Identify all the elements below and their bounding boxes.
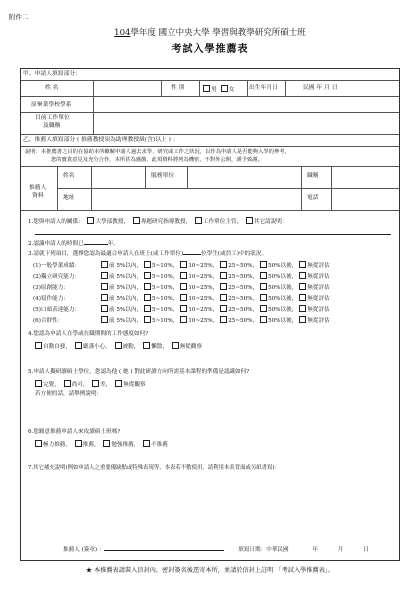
q3-item-label: (1)一般學業成績： <box>33 263 81 269</box>
female-label: 女 <box>228 87 235 93</box>
q3-option-checkbox[interactable] <box>144 272 151 279</box>
question-4: 4.您認為申請人在學或在職期間的工作態度如何? <box>28 331 149 337</box>
q3-item-label: (4)寫作能力： <box>33 296 69 302</box>
q3-option-label: 25~50% <box>228 285 253 291</box>
q3-option-checkbox[interactable] <box>299 305 306 312</box>
q3-option-label: 無從評估 <box>307 318 330 324</box>
date-month: 月 <box>337 547 344 553</box>
q6-option-label: 推薦 <box>82 442 94 448</box>
q3-option-label: 無從評估 <box>307 285 330 291</box>
q6-option-label: 不推薦 <box>151 442 168 448</box>
q3-option-checkbox[interactable] <box>260 305 267 312</box>
work-title-label: 及職稱 <box>43 123 61 129</box>
form-frame <box>20 68 400 561</box>
referee-label: 推薦人 <box>29 185 47 191</box>
q5-option-checkbox[interactable] <box>115 380 122 387</box>
q3-option-checkbox[interactable] <box>260 316 267 323</box>
question-1: 1.您與申請人的關係： 大學部教授， 專題研究指導教授， 工作單位主管， 其它請說明： <box>28 219 288 225</box>
referee-label-2: 資料 <box>32 193 44 199</box>
footnote: ★ 本推薦表請裝入信封內，密封簽名後逕寄本所，並請於信封上註明 「考試入學推薦表」。 <box>85 567 335 574</box>
q3-option-label: 5~10% <box>152 285 173 291</box>
q6-option-checkbox[interactable] <box>75 440 82 447</box>
q6-option-checkbox[interactable] <box>143 440 150 447</box>
male-label: 男 <box>211 87 217 93</box>
q3-rating-row: (1)一般學業成績： 前 5%以內， 5~10%， 10~25%， 25~50%， 50%以後， 無從評估 <box>33 263 330 269</box>
q3-option-label: 前 5%以內 <box>109 318 137 324</box>
q3-option-label: 前 5%以內 <box>109 296 137 302</box>
q3-option-label: 前 5%以內 <box>109 274 137 280</box>
q6-options: 極力推薦， 推薦， 勉強推薦， 不推薦 <box>33 440 168 449</box>
q3-option-checkbox[interactable] <box>299 272 306 279</box>
q3-option-checkbox[interactable] <box>180 272 187 279</box>
academic-year: 104 <box>114 28 131 38</box>
male-checkbox[interactable] <box>203 85 210 92</box>
q6-option-label: 勉強推薦 <box>111 442 134 448</box>
annex-label: 附件二 <box>9 13 29 21</box>
q3-option-label: 10~25% <box>188 296 213 302</box>
q3-option-label: 25~50% <box>228 274 253 280</box>
q3-option-label: 5~10% <box>152 274 173 280</box>
q3-option-checkbox[interactable] <box>144 294 151 301</box>
referee-phone-label: 電話 <box>307 195 319 201</box>
q3-option-checkbox[interactable] <box>299 316 306 323</box>
form-title: 考試入學推薦表 <box>171 44 249 55</box>
referee-org-label: 服務單位 <box>151 173 175 179</box>
q3-option-label: 10~25% <box>188 307 213 313</box>
part-b-header: 乙、推薦人填寫部分 ( 推薦教授須為助理教授級(含)以上 ) ： <box>23 137 179 143</box>
q3-rating-row: (2)獨立研究能力： 前 5%以內， 5~10%， 10~25%， 25~50%， 50%以後， 無從評估 <box>33 274 330 280</box>
question-3 <box>28 251 267 258</box>
q3-count-blank[interactable] <box>183 254 201 255</box>
name-label: 姓 名 <box>45 85 59 91</box>
q4-option-label: 懶散 <box>151 344 163 350</box>
q3-rating-row: (3)原創能力： 前 5%以內， 5~10%， 10~25%， 25~50%， 50%以後， 無從評估 <box>33 285 330 291</box>
q3-option-label: 10~25% <box>188 318 213 324</box>
q4-option-label: 自動自發 <box>43 344 66 350</box>
q3-option-label: 50%以後 <box>268 285 292 291</box>
gender-options <box>201 85 234 94</box>
referee-signature-label: 推薦人 (簽章) ： <box>63 547 105 553</box>
q3-option-checkbox[interactable] <box>260 272 267 279</box>
date-day: 日 <box>363 547 369 553</box>
question-2 <box>28 241 119 248</box>
q3-option-label: 25~50% <box>228 263 253 269</box>
form-title-line1 <box>0 26 420 38</box>
q3-option-checkbox[interactable] <box>299 294 306 301</box>
q4-option-label: 被動 <box>122 344 134 350</box>
q3-option-label: 前 5%以內 <box>109 285 137 291</box>
instruction-line2: 您的寶貴意見及充分合作，本所甚為感激，此項資料將列為機密，不對外公開，謹予致謝。 <box>51 157 263 163</box>
q3-option-checkbox[interactable] <box>220 305 227 312</box>
question-7: 7.其它補充說明(例如申請人之重要優缺點或特殊表現等，本表若不敷使用，請利用本表背面或另紙書寫)： <box>28 465 280 471</box>
q3-option-checkbox[interactable] <box>180 316 187 323</box>
q3-option-label: 無從評估 <box>307 296 330 302</box>
date-year: 年 <box>312 547 319 553</box>
q4-options: 自動自發， 嚴謹小心， 被動， 懶散， 無從觀察 <box>33 342 202 351</box>
q3-option-label: 無從評估 <box>307 307 330 313</box>
referee-title-label: 職稱 <box>307 173 319 179</box>
q3-rating-row: (6)合群性： 前 5%以內， 5~10%， 10~25%， 25~50%， 50%以後， 無從評估 <box>33 318 330 324</box>
q3-item-label: (5)口頭表達能力： <box>33 307 81 313</box>
q5-option-label: 差 <box>100 382 106 388</box>
q3-option-label: 前 5%以內 <box>109 263 137 269</box>
q5-option-label: 無從觀察 <box>123 382 146 388</box>
q5-option-checkbox[interactable] <box>35 380 42 387</box>
q5-example-label: 若方便的話，請舉例說明： <box>35 391 103 397</box>
q1-option-checkbox[interactable] <box>87 217 94 224</box>
q6-option-checkbox[interactable] <box>35 440 42 447</box>
gender-label: 性 別 <box>171 85 185 91</box>
q3-option-checkbox[interactable] <box>101 294 108 301</box>
q3-option-checkbox[interactable] <box>144 283 151 290</box>
q3-option-label: 10~25% <box>188 263 213 269</box>
q4-option-checkbox[interactable] <box>115 342 122 349</box>
q3-option-label: 25~50% <box>228 307 253 313</box>
signature-line[interactable] <box>104 550 224 551</box>
q2-suffix: 年。 <box>107 241 119 247</box>
q3-option-label: 無從評估 <box>307 263 330 269</box>
q3-option-label: 25~50% <box>228 296 253 302</box>
q3-item-label: (2)獨立研究能力： <box>33 274 81 280</box>
q3-option-checkbox[interactable] <box>101 272 108 279</box>
q1-option-checkbox[interactable] <box>195 217 202 224</box>
q3-option-label: 無從評估 <box>307 274 330 280</box>
q3-option-label: 50%以後 <box>268 307 292 313</box>
q3-option-label: 50%以後 <box>268 263 292 269</box>
q3-option-checkbox[interactable] <box>101 261 108 268</box>
q3-option-checkbox[interactable] <box>260 283 267 290</box>
title-line1-text: 學年度 國立中央大學 學習與教學研究所碩士班 <box>130 28 306 38</box>
q1-text: 1.您與申請人的關係： <box>28 219 84 225</box>
q3-option-label: 5~10% <box>152 263 173 269</box>
q4-option-checkbox[interactable] <box>172 342 179 349</box>
q3-option-label: 25~50% <box>228 318 253 324</box>
q3-option-checkbox[interactable] <box>101 283 108 290</box>
q3-option-checkbox[interactable] <box>144 316 151 323</box>
q2-text: 2.認識申請人的時間已 <box>28 241 84 247</box>
q3-option-label: 5~10% <box>152 296 173 302</box>
date-label: 填寫日期：中華民國 <box>238 547 289 553</box>
instruction-line1: 說明：本推薦書之目的在協助本所瞭解申請人過去求學、研究或工作之狀況，以作為申請人是否能夠入學的參考， <box>25 149 290 155</box>
q3-option-label: 10~25% <box>188 285 213 291</box>
q3-option-label: 50%以後 <box>268 318 292 324</box>
q1-option-checkbox[interactable] <box>246 217 253 224</box>
q3-option-label: 5~10% <box>152 318 173 324</box>
q4-option-label: 嚴謹小心 <box>82 344 106 350</box>
q6-option-checkbox[interactable] <box>103 440 110 447</box>
q3-option-label: 10~25% <box>188 274 213 280</box>
question-6: 6.您願意推薦申請人來攻讀碩士班嗎? <box>28 429 121 435</box>
q1-option-checkbox[interactable] <box>133 217 140 224</box>
q4-option-checkbox[interactable] <box>35 342 42 349</box>
q3-option-checkbox[interactable] <box>260 261 267 268</box>
q5-option-checkbox[interactable] <box>92 380 99 387</box>
q3-text: 3.請就下列項目，選擇您認為最適合申請人在班上(或工作單位) <box>28 251 184 257</box>
q3-option-checkbox[interactable] <box>180 261 187 268</box>
signature-row <box>63 547 369 554</box>
q3-option-checkbox[interactable] <box>101 316 108 323</box>
work-label: 目前工作單位 <box>35 115 70 121</box>
q5-options: 完覺， 尚可， 差， 無從觀察 <box>33 380 146 389</box>
q3-option-checkbox[interactable] <box>180 305 187 312</box>
q3-option-checkbox[interactable] <box>220 283 227 290</box>
q5-option-checkbox[interactable] <box>64 380 71 387</box>
birth-label: 出生年月日 <box>249 85 278 91</box>
q3-option-label: 5~10% <box>152 307 173 313</box>
q3-option-checkbox[interactable] <box>180 283 187 290</box>
q1-option-label: 工作單位主管 <box>202 219 237 225</box>
q3-rating-row: (4)寫作能力： 前 5%以內， 5~10%， 10~25%， 25~50%， 50%以後， 無從評估 <box>33 296 330 302</box>
q3-option-checkbox[interactable] <box>299 283 306 290</box>
q3-option-label: 50%以後 <box>268 274 292 280</box>
q3-option-checkbox[interactable] <box>220 261 227 268</box>
q3-option-checkbox[interactable] <box>144 305 151 312</box>
q3-option-checkbox[interactable] <box>220 294 227 301</box>
q3-option-checkbox[interactable] <box>101 305 108 312</box>
q3-option-label: 前 5%以內 <box>109 307 137 313</box>
q1-other-line[interactable] <box>35 234 391 235</box>
q2-years-blank[interactable] <box>84 244 108 245</box>
q3-option-checkbox[interactable] <box>220 272 227 279</box>
question-5: 5.申請人擬研讀碩士學位，您認為他 ( 她 ) 對此研讀方向所需基本課程的準備是認識如何? <box>28 369 250 375</box>
q5-option-label: 尚可 <box>71 382 83 388</box>
female-checkbox[interactable] <box>221 85 228 92</box>
q1-option-label: 其它請說明： <box>253 219 288 225</box>
q3-item-label: (3)原創能力： <box>33 285 69 291</box>
referee-name-label: 姓名 <box>63 173 75 179</box>
q3-suffix: 位學生(或員工)中的狀況。 <box>201 251 268 257</box>
q3-option-checkbox[interactable] <box>180 294 187 301</box>
q3-option-checkbox[interactable] <box>299 261 306 268</box>
school-label: 原畢業學校學系 <box>31 102 72 108</box>
referee-address-label: 地址 <box>63 195 75 201</box>
q3-item-label: (6)合群性： <box>33 318 64 324</box>
q4-option-label: 無從觀察 <box>179 344 203 350</box>
q3-rating-row: (5)口頭表達能力： 前 5%以內， 5~10%， 10~25%， 25~50%， 50%以後， 無從評估 <box>33 307 330 313</box>
q3-option-checkbox[interactable] <box>220 316 227 323</box>
q6-option-label: 極力推薦 <box>43 442 66 448</box>
q3-option-checkbox[interactable] <box>260 294 267 301</box>
q1-option-label: 專題研究指導教授 <box>140 219 186 225</box>
q5-option-label: 完覺 <box>43 382 55 388</box>
birth-value: 民國 年 月 日 <box>303 85 338 91</box>
q4-option-checkbox[interactable] <box>143 342 150 349</box>
q3-option-label: 50%以後 <box>268 296 292 302</box>
q3-option-checkbox[interactable] <box>144 261 151 268</box>
q4-option-checkbox[interactable] <box>75 342 82 349</box>
part-a-header: 甲、申請人填寫部分： <box>23 71 81 77</box>
q1-option-label: 大學部教授 <box>95 219 124 225</box>
